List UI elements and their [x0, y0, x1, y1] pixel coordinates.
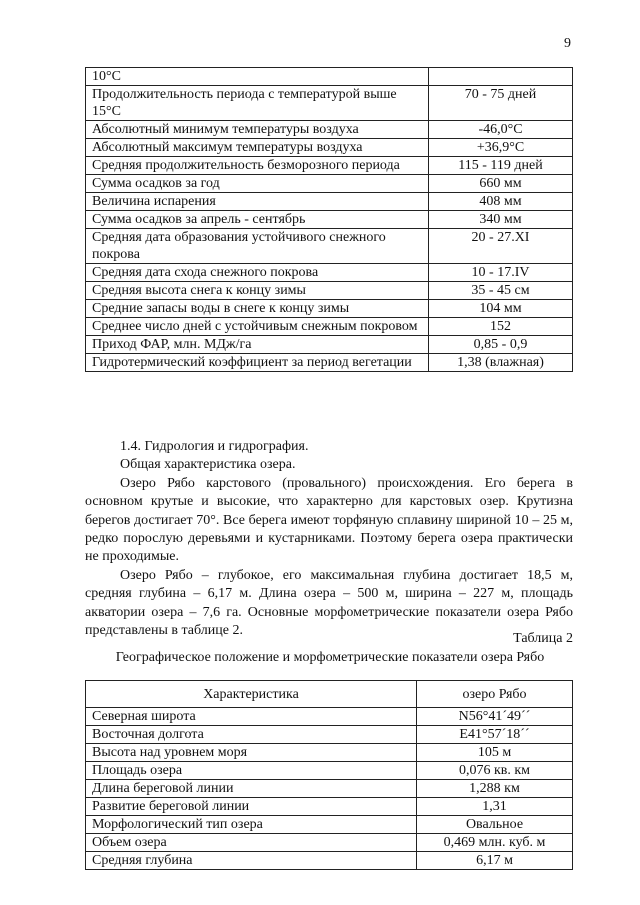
row-value: 340 мм: [429, 211, 573, 229]
row-parameter: Восточная долгота: [86, 726, 417, 744]
row-value: N56°41´49´´: [417, 708, 573, 726]
header-lake: озеро Рябо: [417, 681, 573, 708]
row-value: 1,288 км: [417, 780, 573, 798]
row-parameter: 10°C: [86, 68, 429, 86]
section-heading: 1.4. Гидрология и гидрография.: [120, 439, 309, 454]
table-row: [86, 744, 573, 762]
table-row: [86, 300, 573, 318]
row-parameter: Приход ФАР, млн. МДж/га: [86, 336, 429, 354]
row-value: -46,0°C: [429, 121, 573, 139]
table-row: [86, 211, 573, 229]
subheading: Общая характеристика озера.: [120, 457, 296, 473]
row-parameter: Средняя продолжительность безморозного периода: [86, 157, 429, 175]
climate-table: [85, 67, 573, 372]
row-value: 35 - 45 см: [429, 282, 573, 300]
row-value: 1,38 (влажная): [429, 354, 573, 372]
row-value: 105 м: [417, 744, 573, 762]
row-parameter: Величина испарения: [86, 193, 429, 211]
row-parameter: Северная широта: [86, 708, 417, 726]
row-value: 408 мм: [429, 193, 573, 211]
row-value: 152: [429, 318, 573, 336]
table-row: [86, 264, 573, 282]
row-parameter: Среднее число дней с устойчивым снежным покровом: [86, 318, 429, 336]
row-value: 20 - 27.XI: [429, 229, 573, 264]
row-parameter: Объем озера: [86, 834, 417, 852]
table-row: [86, 157, 573, 175]
table-row: [86, 139, 573, 157]
table-row: [86, 318, 573, 336]
table-row: [86, 762, 573, 780]
row-value: 10 - 17.IV: [429, 264, 573, 282]
row-parameter: Гидротермический коэффициент за период вегетации: [86, 354, 429, 372]
paragraph-1: Озеро Рябо карстового (провального) происхождения. Его берега в основном крутые и высокие, что характерно для карстовых озер. Крутизна берегов достигает 70°. Все берега имеют торфяную сплавину шириной 10 – 25 м, редко порослую деревьями и кустарниками. Поэтому берега озера практически не проходимые.: [85, 475, 573, 565]
row-value: 0,076 кв. км: [417, 762, 573, 780]
table-header-row: [86, 681, 573, 708]
table-row: [86, 708, 573, 726]
table-2-label: Таблица 2: [513, 631, 573, 646]
table-2-title: Географическое положение и морфометрические показатели озера Рябо: [115, 650, 545, 665]
row-parameter: Сумма осадков за год: [86, 175, 429, 193]
row-value: +36,9°C: [429, 139, 573, 157]
table-row: [86, 798, 573, 816]
row-parameter: Средняя дата схода снежного покрова: [86, 264, 429, 282]
row-parameter: Средняя глубина: [86, 852, 417, 870]
row-parameter: Развитие береговой линии: [86, 798, 417, 816]
row-parameter: Площадь озера: [86, 762, 417, 780]
row-value: E41°57´18´´: [417, 726, 573, 744]
table-row: [86, 175, 573, 193]
table-row: [86, 354, 573, 372]
row-parameter: Высота над уровнем моря: [86, 744, 417, 762]
row-value: 1,31: [417, 798, 573, 816]
row-parameter: Средняя дата образования устойчивого снежного покрова: [86, 229, 429, 264]
row-value: 0,469 млн. куб. м: [417, 834, 573, 852]
table-row: [86, 193, 573, 211]
row-parameter: Сумма осадков за апрель - сентябрь: [86, 211, 429, 229]
row-value: 6,17 м: [417, 852, 573, 870]
table-row: [86, 852, 573, 870]
table-row: [86, 68, 573, 86]
row-parameter: Абсолютный максимум температуры воздуха: [86, 139, 429, 157]
table-row: [86, 780, 573, 798]
row-value: 660 мм: [429, 175, 573, 193]
header-characteristic: Характеристика: [86, 681, 417, 708]
row-parameter: Морфологический тип озера: [86, 816, 417, 834]
table-row: [86, 121, 573, 139]
body-text: [85, 438, 573, 640]
table-row: [86, 726, 573, 744]
row-value: 115 - 119 дней: [429, 157, 573, 175]
page-number: 9: [564, 36, 571, 51]
row-value: 104 мм: [429, 300, 573, 318]
morphometric-table: [85, 680, 573, 870]
table-row: [86, 336, 573, 354]
table-row: [86, 282, 573, 300]
row-value: 0,85 - 0,9: [429, 336, 573, 354]
paragraph-2: Озеро Рябо – глубокое, его максимальная глубина достигает 18,5 м, средняя глубина – 6,17 м. Длина озера – 500 м, ширина – 227 м, площадь акватории озера – 7,6 га. Основные морфометрические показатели озера Рябо представлены в таблице 2.: [85, 567, 573, 639]
row-parameter: Длина береговой линии: [86, 780, 417, 798]
row-parameter: Продолжительность периода с температурой выше 15°C: [86, 86, 429, 121]
row-value: 70 - 75 дней: [429, 86, 573, 121]
row-parameter: Средняя высота снега к концу зимы: [86, 282, 429, 300]
table-row: [86, 834, 573, 852]
table-row: [86, 816, 573, 834]
row-parameter: Средние запасы воды в снеге к концу зимы: [86, 300, 429, 318]
row-parameter: Абсолютный минимум температуры воздуха: [86, 121, 429, 139]
row-value: Овальное: [417, 816, 573, 834]
row-value: [429, 68, 573, 86]
table-row: [86, 229, 573, 264]
table-row: [86, 86, 573, 121]
